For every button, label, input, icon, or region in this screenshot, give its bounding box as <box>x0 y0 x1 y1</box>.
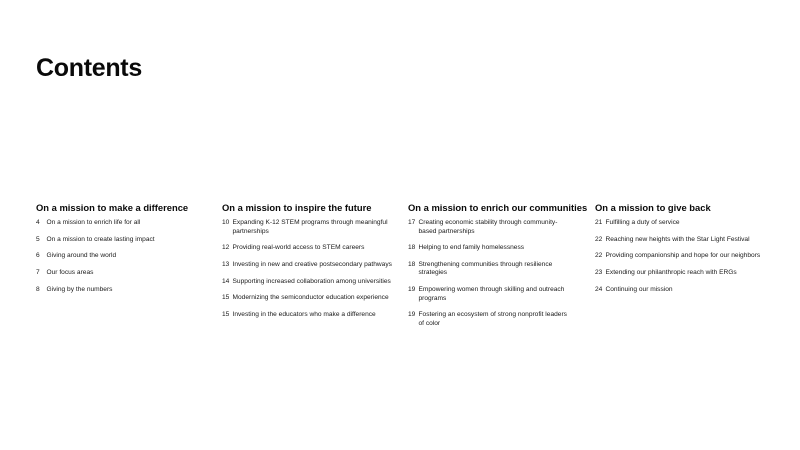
entry-page-number: 14 <box>222 277 230 285</box>
entry-page-number: 15 <box>222 294 230 302</box>
entry-title: Investing in new and creative postsecondary pathways <box>232 260 392 268</box>
entry-title: Providing companionship and hope for our neighbors <box>605 252 761 260</box>
entry-title: Our focus areas <box>46 269 94 277</box>
entry-title: Giving by the numbers <box>46 285 113 293</box>
toc-entry[interactable] <box>595 219 770 228</box>
entry-page-number: 24 <box>595 285 603 293</box>
entry-title: On a mission to enrich life for all <box>46 219 141 226</box>
toc-entry[interactable] <box>595 286 770 295</box>
toc-entry[interactable] <box>222 311 394 320</box>
entry-page-number: 12 <box>222 244 230 252</box>
entry-page-number: 4 <box>36 219 40 226</box>
section-heading: On a mission to make a difference <box>36 202 189 213</box>
toc-entry[interactable] <box>222 261 394 270</box>
toc-entry[interactable] <box>222 244 394 253</box>
entry-title: Expanding K-12 STEM programs through meaningful partnerships <box>232 219 388 235</box>
entry-page-number: 18 <box>408 260 416 268</box>
toc-entry[interactable] <box>36 269 196 278</box>
toc-entry[interactable] <box>595 236 770 245</box>
entry-title: Empowering women through skilling and outreach programs <box>418 286 565 302</box>
entry-title: Giving around the world <box>46 252 117 260</box>
entry-title: Extending our philanthropic reach with ERGs <box>605 269 737 277</box>
entry-title: Providing real-world access to STEM careers <box>232 244 365 252</box>
entry-page-number: 21 <box>595 219 603 226</box>
entry-page-number: 15 <box>222 310 230 318</box>
toc-entry[interactable] <box>408 244 568 253</box>
entry-title: Continuing our mission <box>605 285 673 293</box>
toc-entry[interactable] <box>222 219 394 236</box>
entry-title: Modernizing the semiconductor education experience <box>232 294 389 302</box>
toc-entry[interactable] <box>36 286 196 295</box>
entry-page-number: 10 <box>222 219 230 226</box>
toc-entry[interactable] <box>408 311 568 328</box>
toc-entry[interactable] <box>595 269 770 278</box>
entry-page-number: 22 <box>595 252 603 260</box>
section-heading: On a mission to give back <box>595 202 711 213</box>
entry-title: Helping to end family homelessness <box>418 244 525 252</box>
toc-entry[interactable] <box>408 261 568 278</box>
toc-entry[interactable] <box>595 252 770 261</box>
section-give-back <box>595 202 770 302</box>
entry-title: On a mission to create lasting impact <box>46 235 155 243</box>
entry-page-number: 17 <box>408 219 416 226</box>
section-inspire-the-future <box>222 202 394 328</box>
entry-title: Creating economic stability through community-based partnerships <box>418 219 558 235</box>
section-heading: On a mission to enrich our communities <box>408 202 588 213</box>
section-enrich-our-communities <box>408 202 588 336</box>
entry-page-number: 8 <box>36 285 40 293</box>
entry-title: Supporting increased collaboration among universities <box>232 277 391 285</box>
toc-entry[interactable] <box>36 219 196 228</box>
section-make-a-difference <box>36 202 196 302</box>
entry-page-number: 22 <box>595 235 603 243</box>
entry-page-number: 7 <box>36 269 40 277</box>
page-title: Contents <box>36 54 142 82</box>
entry-title: Reaching new heights with the Star Light Festival <box>605 235 750 243</box>
entry-page-number: 23 <box>595 269 603 277</box>
entry-page-number: 19 <box>408 286 416 294</box>
entry-page-number: 6 <box>36 252 40 260</box>
toc-entry[interactable] <box>408 219 568 236</box>
entry-page-number: 5 <box>36 235 40 243</box>
toc-entry[interactable] <box>36 252 196 261</box>
entry-title: Fostering an ecosystem of strong nonprofit leaders of color <box>418 311 567 327</box>
toc-entry[interactable] <box>36 236 196 245</box>
toc-entry[interactable] <box>222 294 394 303</box>
toc-entry[interactable] <box>222 278 394 287</box>
entry-page-number: 13 <box>222 260 230 268</box>
entry-title: Investing in the educators who make a difference <box>232 310 376 318</box>
entry-title: Strengthening communities through resilience strategies <box>418 260 553 277</box>
toc-entry[interactable] <box>408 286 568 303</box>
entry-page-number: 19 <box>408 311 416 319</box>
section-heading: On a mission to inspire the future <box>222 202 372 213</box>
entry-title: Fulfilling a duty of service <box>605 219 680 226</box>
entry-page-number: 18 <box>408 244 416 252</box>
